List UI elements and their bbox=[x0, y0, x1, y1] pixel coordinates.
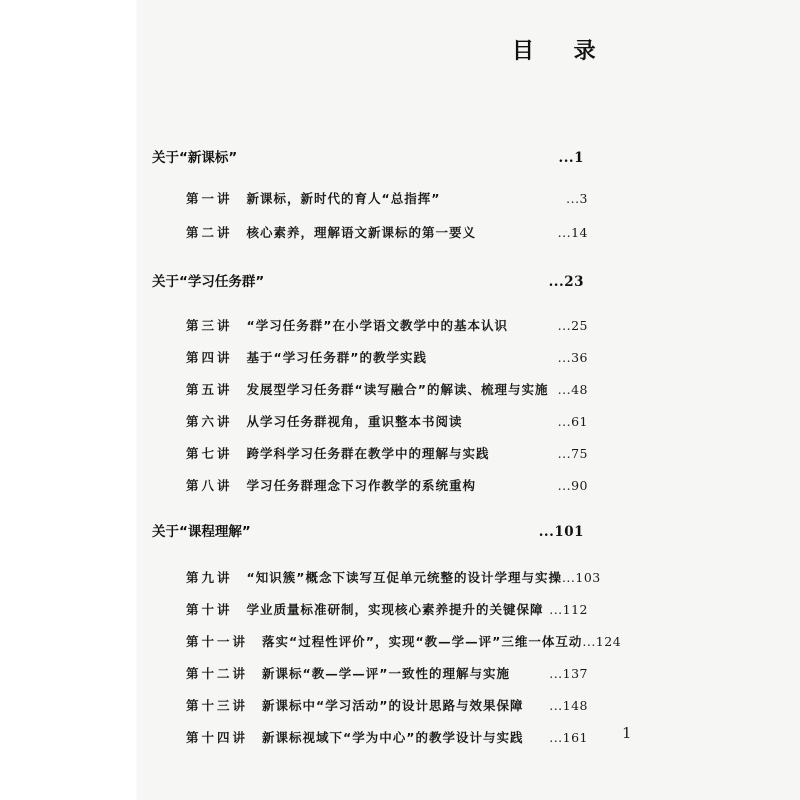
toc-entry bbox=[186, 444, 588, 462]
lecture-title: 基于“学习任务群”的教学实践 bbox=[246, 350, 427, 365]
lecture-title: “知识簇”概念下读写互促单元统整的设计学理与实操 bbox=[246, 570, 562, 585]
lecture-title: “学习任务群”在小学语文教学中的基本认识 bbox=[246, 318, 508, 333]
lecture-title: 新课标，新时代的育人“总指挥” bbox=[246, 191, 441, 206]
lecture-number: 第十四讲 bbox=[186, 730, 249, 745]
lecture-number: 第四讲 bbox=[186, 350, 233, 365]
lecture-title: 学业质量标准研制，实现核心素养提升的关键保障 bbox=[246, 602, 544, 617]
lecture-page: ...112 bbox=[549, 602, 588, 617]
lecture-title: 跨学科学习任务群在教学中的理解与实践 bbox=[246, 446, 490, 461]
lecture-number: 第十三讲 bbox=[186, 698, 249, 713]
lecture-page: ...103 bbox=[561, 570, 601, 585]
lecture-title: 从学习任务群视角，重识整本书阅读 bbox=[246, 414, 463, 429]
lecture-number: 第九讲 bbox=[186, 570, 233, 585]
page-number: 1 bbox=[622, 724, 632, 742]
toc-entry bbox=[186, 696, 588, 714]
toc-entry bbox=[186, 476, 588, 494]
lecture-number: 第八讲 bbox=[186, 478, 233, 493]
lecture-number: 第十二讲 bbox=[186, 666, 249, 681]
toc-entry bbox=[186, 664, 588, 682]
lecture-page: ...148 bbox=[549, 698, 588, 713]
section-page: ...101 bbox=[538, 524, 584, 540]
lecture-page: ...90 bbox=[557, 478, 588, 493]
lecture-page: ...137 bbox=[549, 666, 588, 681]
lecture-title: 落实“过程性评价”，实现“教—学—评”三维一体互动 bbox=[262, 634, 583, 649]
lecture-number: 第一讲 bbox=[186, 191, 233, 206]
section-title: 关于“课程理解” bbox=[152, 524, 251, 540]
lecture-page: ...48 bbox=[557, 382, 588, 397]
section-page: ...1 bbox=[558, 150, 584, 166]
toc-entry bbox=[186, 189, 588, 207]
toc-entry bbox=[186, 348, 588, 366]
toc-section-heading bbox=[152, 146, 584, 166]
lecture-page: ...61 bbox=[557, 414, 588, 429]
lecture-page: ...124 bbox=[582, 634, 622, 649]
lecture-number: 第二讲 bbox=[186, 225, 233, 240]
lecture-title: 学习任务群理念下习作教学的系统重构 bbox=[246, 478, 477, 493]
section-title: 关于“新课标” bbox=[152, 150, 238, 166]
toc-entry bbox=[186, 568, 601, 586]
toc-entry bbox=[186, 380, 588, 398]
lecture-number: 第六讲 bbox=[186, 414, 233, 429]
lecture-page: ...161 bbox=[549, 730, 588, 745]
lecture-number: 第十一讲 bbox=[186, 634, 249, 649]
lecture-number: 第十讲 bbox=[186, 602, 233, 617]
toc-entry bbox=[186, 632, 622, 650]
toc-entry bbox=[186, 223, 588, 241]
toc-entry bbox=[186, 412, 588, 430]
lecture-page: ...14 bbox=[557, 225, 588, 240]
toc-section-heading bbox=[152, 270, 584, 290]
lecture-number: 第七讲 bbox=[186, 446, 233, 461]
lecture-title: 新课标“教—学—评”一致性的理解与实施 bbox=[262, 666, 510, 681]
lecture-number: 第五讲 bbox=[186, 382, 233, 397]
toc-title: 目 录 bbox=[512, 39, 612, 64]
section-title: 关于“学习任务群” bbox=[152, 274, 265, 290]
section-page: ...23 bbox=[548, 274, 584, 290]
lecture-number: 第三讲 bbox=[186, 318, 233, 333]
toc-entry bbox=[186, 728, 588, 746]
toc-entry bbox=[186, 600, 588, 618]
toc-entry bbox=[186, 316, 588, 334]
lecture-page: ...25 bbox=[557, 318, 588, 333]
lecture-page: ...3 bbox=[566, 191, 588, 206]
lecture-page: ...36 bbox=[557, 350, 588, 365]
lecture-title: 新课标中“学习活动”的设计思路与效果保障 bbox=[262, 698, 524, 713]
lecture-page: ...75 bbox=[557, 446, 588, 461]
lecture-title: 新课标视域下“学为中心”的教学设计与实践 bbox=[262, 730, 524, 745]
lecture-title: 核心素养，理解语文新课标的第一要义 bbox=[246, 225, 477, 240]
toc-section-heading bbox=[152, 520, 584, 540]
lecture-title: 发展型学习任务群“读写融合”的解读、梳理与实施 bbox=[246, 382, 549, 397]
